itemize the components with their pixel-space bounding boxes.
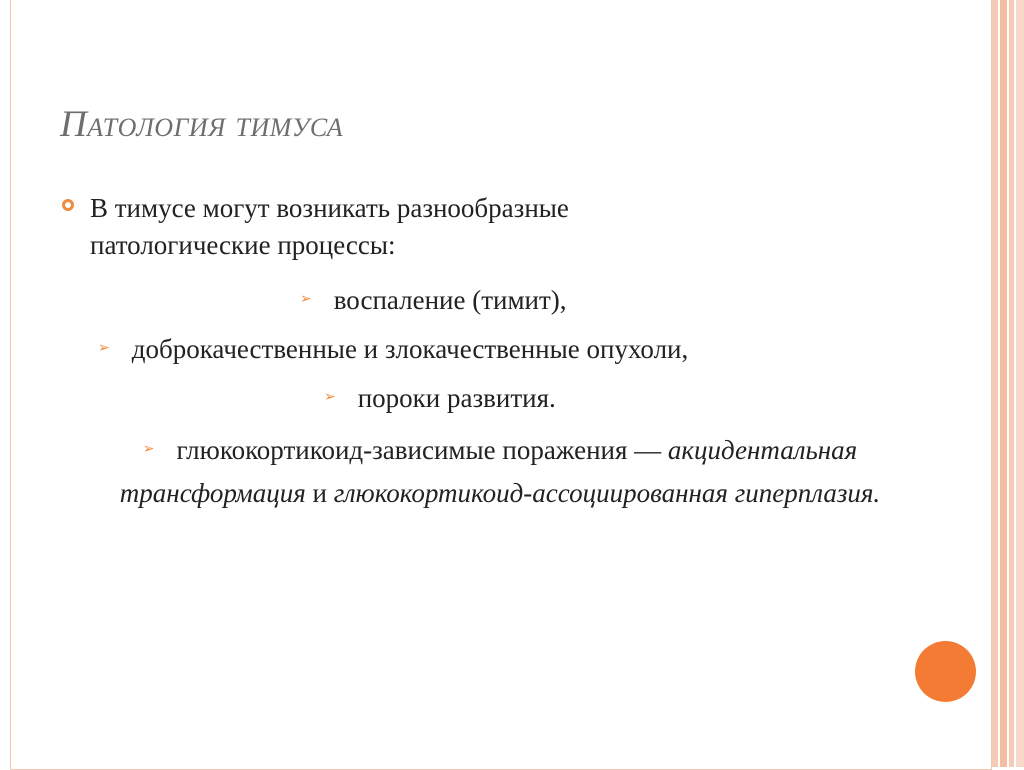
list-item [300,282,567,321]
arrow-bullet-icon: ➢ [324,390,336,406]
conjunction: и [305,477,334,508]
slide-title: Патология тимуса [60,104,344,145]
list-item [100,430,900,513]
decor-stripe [1000,0,1007,767]
lead-paragraph: В тимусе могут возникать разнообразные патологические процессы: [90,193,569,260]
accent-circle [915,641,976,702]
list-item-text: доброкачественные и злокачественные опухоли, [131,334,689,364]
decor-stripe [992,0,998,767]
arrow-bullet-icon: ➢ [142,441,155,457]
list-item-text: глюкокортикоид-зависимые поражения — [176,435,662,465]
arrow-bullet-icon: ➢ [98,341,110,357]
list-item-text: воспаление (тимит), [333,285,567,315]
arrow-bullet-icon: ➢ [300,292,312,308]
list-item-text: пороки развития. [357,383,556,413]
list-item [98,331,688,370]
italic-term: акцидентальная трансформация [119,435,858,508]
list-item [324,380,556,419]
italic-term: глюкокортикоид-ассоциированная гиперплазия. [333,477,881,508]
decor-stripe [1016,0,1024,767]
decor-stripe [1009,0,1014,767]
bullet-ring-icon [62,199,74,211]
